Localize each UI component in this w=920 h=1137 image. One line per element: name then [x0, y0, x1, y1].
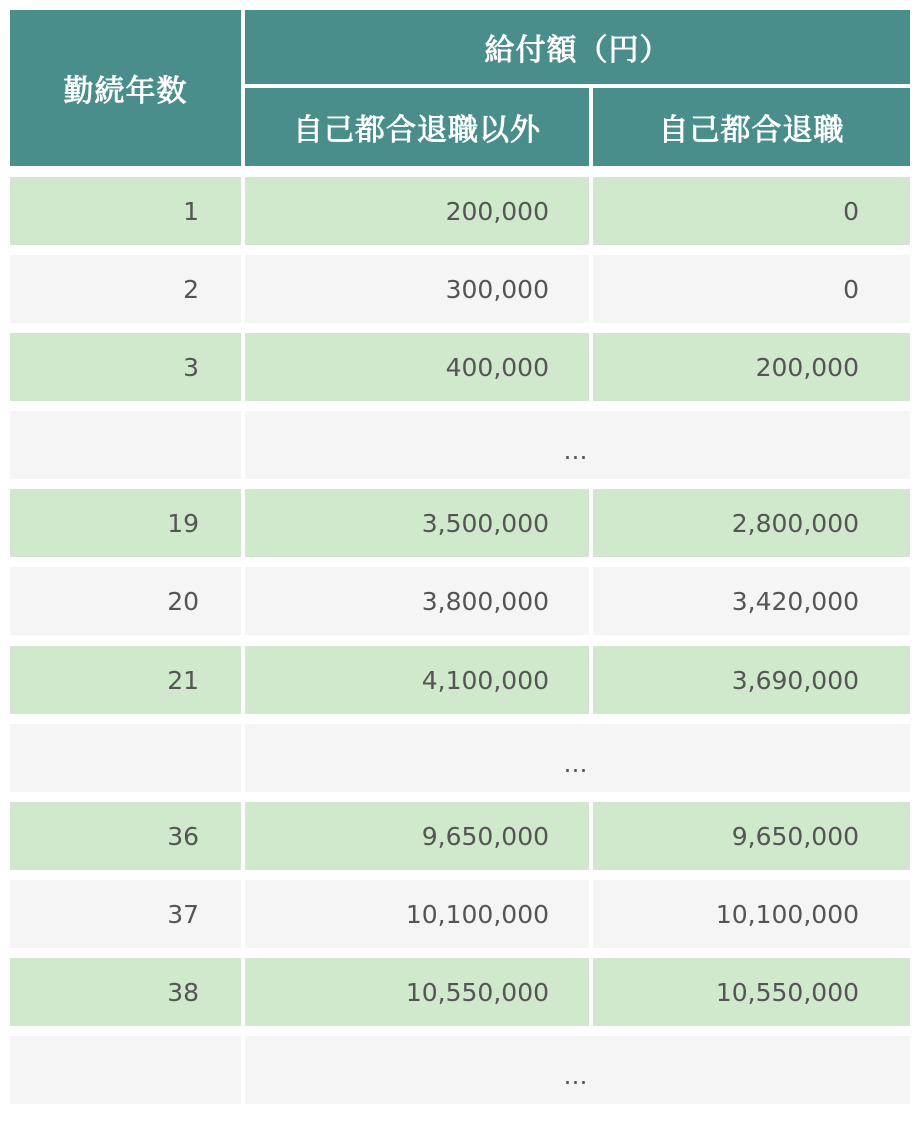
table-cell-years	[10, 567, 241, 635]
table-cell-value: 200,000	[445, 196, 549, 226]
header-years	[10, 10, 241, 166]
table-ellipsis	[245, 1036, 910, 1104]
table-cell-value: 2	[183, 274, 199, 304]
header-amount-group	[245, 10, 910, 84]
table-ellipsis	[245, 411, 910, 479]
table-cell-years	[10, 411, 241, 479]
table-cell-voluntary	[593, 880, 910, 948]
table-cell-value: 0	[843, 274, 859, 304]
table-cell-value: 4,100,000	[421, 665, 549, 695]
table-cell-value: 19	[167, 508, 199, 538]
header-non-voluntary	[245, 88, 589, 166]
header-amount-group-label: 給付額（円）	[484, 33, 671, 68]
header-years-label: 勤続年数	[63, 74, 188, 109]
table-cell-non-voluntary	[245, 802, 589, 870]
table-cell-years	[10, 177, 241, 245]
table-cell-value: 10,100,000	[405, 899, 549, 929]
table-cell-value: 1	[183, 196, 199, 226]
ellipsis-text: …	[563, 750, 592, 778]
table-cell-value: 3	[183, 352, 199, 382]
table-cell-voluntary	[593, 333, 910, 401]
table-ellipsis	[245, 724, 910, 792]
table-cell-years	[10, 802, 241, 870]
table-cell-voluntary	[593, 489, 910, 557]
table-cell-value: 9,650,000	[421, 821, 549, 851]
table-cell-years	[10, 489, 241, 557]
table-cell-non-voluntary	[245, 958, 589, 1026]
table-cell-value: 10,550,000	[715, 977, 859, 1007]
table-cell-value: 3,800,000	[421, 586, 549, 616]
table-cell-non-voluntary	[245, 177, 589, 245]
table-cell-value: 2,800,000	[731, 508, 859, 538]
table-cell-years	[10, 333, 241, 401]
header-non-voluntary-label: 自己都合退職以外	[293, 113, 541, 148]
table-cell-value: 38	[167, 977, 199, 1007]
header-voluntary	[593, 88, 910, 166]
table-cell-value: 3,500,000	[421, 508, 549, 538]
table-cell-non-voluntary	[245, 255, 589, 323]
table-cell-value: 300,000	[445, 274, 549, 304]
table-cell-voluntary	[593, 958, 910, 1026]
header-voluntary-label: 自己都合退職	[658, 113, 845, 148]
table-cell-value: 37	[167, 899, 199, 929]
table-cell-years	[10, 724, 241, 792]
table-cell-non-voluntary	[245, 880, 589, 948]
table-cell-value: 3,690,000	[731, 665, 859, 695]
table-cell-years	[10, 880, 241, 948]
table-cell-voluntary	[593, 802, 910, 870]
ellipsis-text: …	[563, 1062, 592, 1090]
table-cell-value: 20	[167, 586, 199, 616]
table-cell-years	[10, 1036, 241, 1104]
table-cell-value: 10,550,000	[405, 977, 549, 1007]
table-cell-years	[10, 958, 241, 1026]
table-cell-non-voluntary	[245, 646, 589, 714]
table-cell-value: 0	[843, 196, 859, 226]
table-cell-value: 10,100,000	[715, 899, 859, 929]
table-cell-non-voluntary	[245, 489, 589, 557]
table-cell-value: 200,000	[755, 352, 859, 382]
table-cell-value: 36	[167, 821, 199, 851]
table-cell-value: 21	[167, 665, 199, 695]
table-cell-value: 3,420,000	[731, 586, 859, 616]
table-cell-voluntary	[593, 177, 910, 245]
table-cell-voluntary	[593, 646, 910, 714]
table-cell-voluntary	[593, 255, 910, 323]
table-cell-voluntary	[593, 567, 910, 635]
table-cell-years	[10, 646, 241, 714]
table-cell-value: 400,000	[445, 352, 549, 382]
table-cell-years	[10, 255, 241, 323]
ellipsis-text: …	[563, 437, 592, 465]
table-cell-non-voluntary	[245, 567, 589, 635]
table-cell-non-voluntary	[245, 333, 589, 401]
table-cell-value: 9,650,000	[731, 821, 859, 851]
